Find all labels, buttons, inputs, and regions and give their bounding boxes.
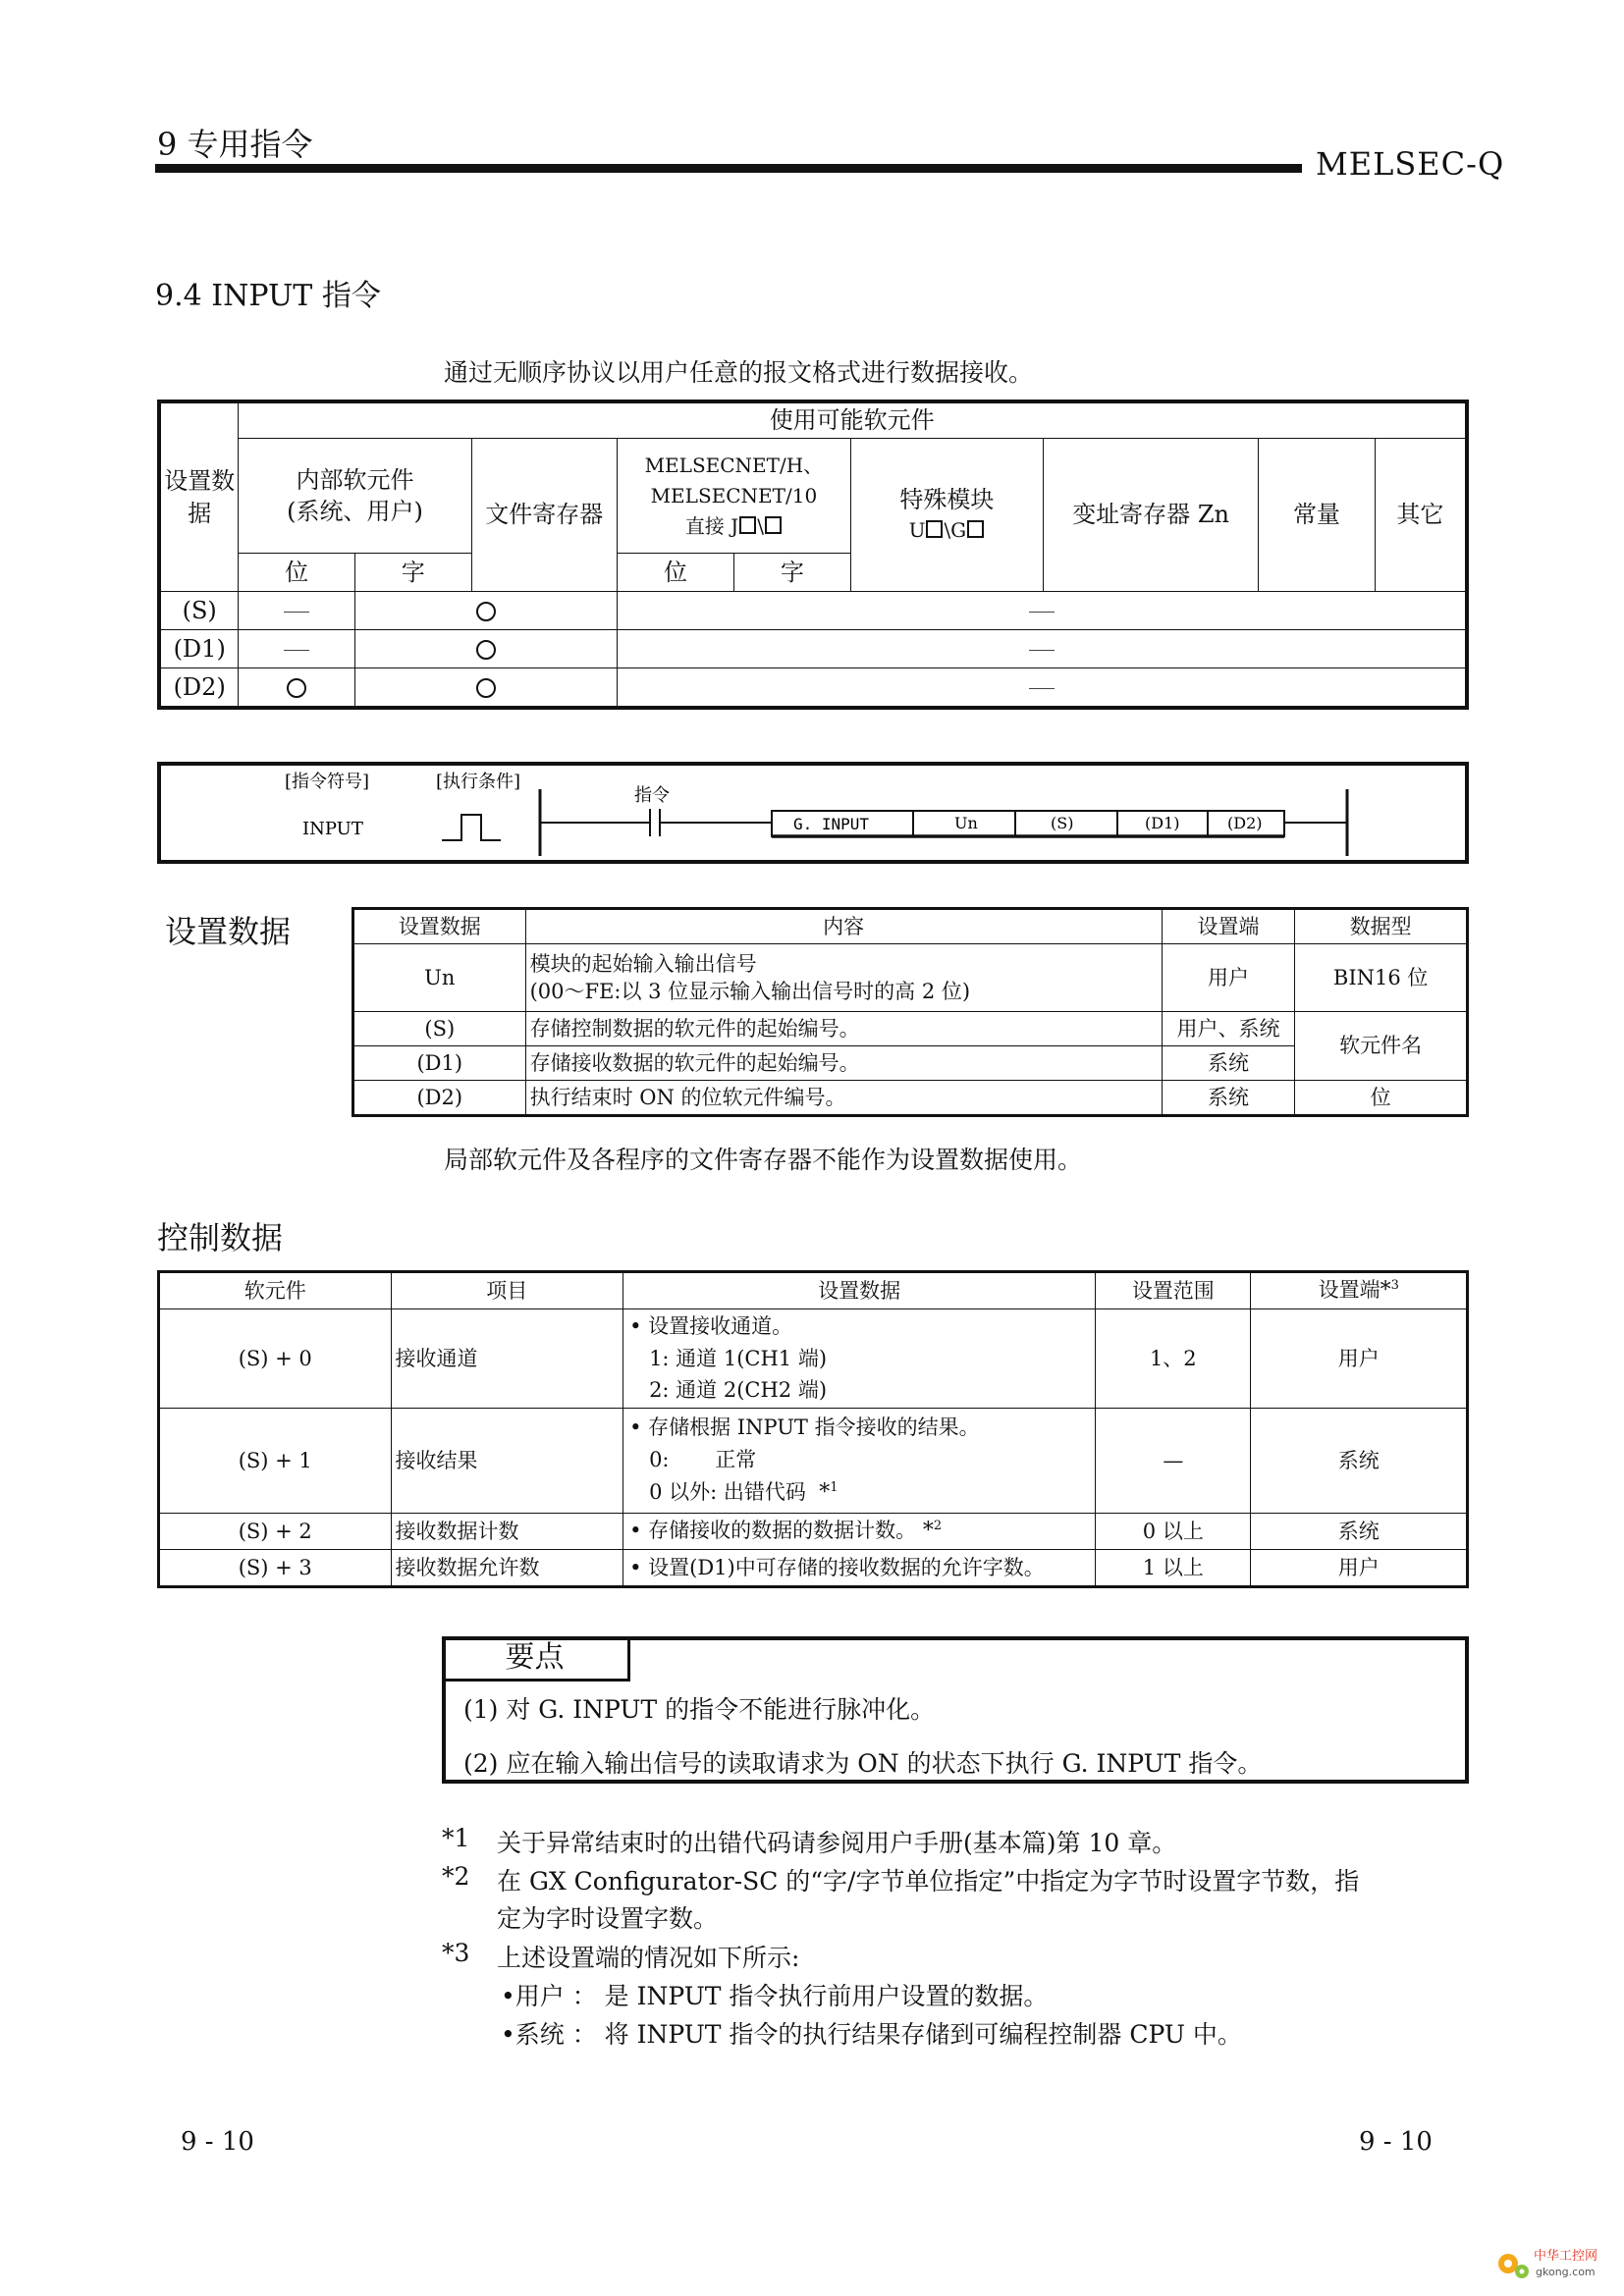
table-row: (S) + 1 接收结果 • 存储根据 INPUT 指令接收的结果。 0: 正常 0 以外: 出错代码 *$^1$ — 系统 [159, 1409, 1468, 1514]
setting-data-table [352, 907, 1469, 1117]
table-row: (S) + 2 接收数据计数 • 存储接收的数据的数据计数。 *$^2$ 0 以上 系统 [159, 1514, 1468, 1550]
internal-device-header: 内部软元件 (系统、用户) [239, 439, 471, 554]
column-header: 项目 [391, 1272, 623, 1309]
footnote-text: 在 GX Configurator-SC 的“字/字节单位指定”中指定为字节时设置字节数，指 [497, 1867, 1360, 1896]
dash-mark [284, 650, 309, 651]
box-icon [926, 520, 943, 538]
column-header: 设置端*$^3$ [1251, 1272, 1468, 1309]
section-title: 9.4 INPUT 指令 [155, 279, 381, 313]
intro-text: 通过无顺序协议以用户任意的报文格式进行数据接收。 [444, 358, 1034, 387]
footnote-text: 关于异常结束时的出错代码请参阅用户手册(基本篇)第 10 章。 [497, 1829, 1177, 1857]
dash-mark [1029, 612, 1055, 613]
control-data-title: 控制数据 [157, 1219, 284, 1256]
ladder-cell: (D2) [1227, 814, 1263, 832]
page-number-right: 9 - 10 [1359, 2127, 1433, 2157]
table-row: Un 模块的起始输入输出信号 (00～FE:以 3 位显示输入输出信号时的高 2 位) 用户 BIN16 位 [353, 944, 1468, 1012]
row-label: (S) [159, 592, 239, 630]
ladder-cell: (S) [1051, 814, 1074, 832]
row-label: (D1) [159, 630, 239, 668]
points-title: 要点 [442, 1636, 630, 1682]
dash-mark [1029, 688, 1055, 689]
watermark-text: 中华工控网 [1534, 2249, 1598, 2264]
column-header: 内容 [525, 909, 1162, 944]
setting-data-title: 设置数据 [165, 913, 292, 950]
point-item: (2) 应在输入输出信号的读取请求为 ON 的状态下执行 G. INPUT 指令。 [463, 1749, 1263, 1778]
table-row [159, 668, 1467, 709]
special-module-header: 特殊模块 U \G [850, 439, 1043, 592]
table-row: (D2) 执行结束时 ON 的位软元件编号。 系统 位 [353, 1081, 1468, 1116]
rising-pulse-icon [442, 815, 501, 840]
footnote-text-cont: 定为字时设置字数。 [497, 1904, 719, 1933]
header-rule [155, 164, 1302, 173]
bit-header: 位 [618, 554, 734, 592]
ladder-diagram [157, 762, 1469, 864]
circle-mark [476, 678, 496, 698]
column-header: 软元件 [159, 1272, 392, 1309]
box-icon [739, 516, 756, 534]
table-row: (D1) 存储接收数据的软元件的起始编号。 系统 [353, 1046, 1468, 1081]
table-row [159, 630, 1467, 668]
circle-mark [287, 678, 306, 698]
contact-label: 指令 [634, 785, 670, 806]
melsecnet-header: MELSECNET/H、 MELSECNET/10 直接 J \ [618, 439, 851, 554]
symbol-label: [指令符号] [285, 772, 370, 792]
instruction-symbol: INPUT [302, 819, 363, 839]
box-icon [967, 520, 984, 538]
column-header: 设置数据 [353, 909, 526, 944]
index-register-header: 变址寄存器 Zn [1043, 439, 1258, 592]
footnote-mark: *3 [442, 1939, 470, 1967]
dash-mark [284, 612, 309, 613]
usable-devices-header: 使用可能软元件 [239, 401, 1467, 439]
circle-mark [476, 640, 496, 660]
device-table [157, 400, 1469, 710]
footnote-mark: *2 [442, 1862, 470, 1891]
setting-note: 局部软元件及各程序的文件寄存器不能作为设置数据使用。 [444, 1146, 1083, 1174]
bit-header: 位 [239, 554, 355, 592]
circle-mark [476, 602, 496, 621]
footnote-mark: *1 [442, 1824, 470, 1852]
ladder-cell: Un [954, 814, 978, 832]
word-header: 字 [733, 554, 850, 592]
column-header: 设置数据 [623, 1272, 1096, 1309]
word-header: 字 [354, 554, 471, 592]
column-header: 设置端 [1162, 909, 1295, 944]
condition-label: [执行条件] [436, 772, 521, 792]
table-row: (S) + 0 接收通道 • 设置接收通道。 1: 通道 1(CH1 端) 2: 通道 2(CH2 端) 1、2 用户 [159, 1309, 1468, 1409]
ladder-svg [161, 766, 1465, 860]
footnote-sub: •用户 ： 是 INPUT 指令执行前用户设置的数据。 [501, 1982, 1049, 2010]
table-row [159, 592, 1467, 630]
row-label: (D2) [159, 668, 239, 709]
setting-data-header: 设置数据 [159, 401, 239, 592]
page-number-left: 9 - 10 [181, 2127, 254, 2157]
table-row: (S) 存储控制数据的软元件的起始编号。 用户、系统 软元件名 [353, 1012, 1468, 1046]
chapter-header: 9 专用指令 [157, 126, 313, 163]
footnote-text: 上述设置端的情况如下所示: [497, 1944, 800, 1972]
footnote-sub: •系统 ： 将 INPUT 指令的执行结果存储到可编程控制器 CPU 中。 [501, 2020, 1242, 2049]
dash-mark [1029, 650, 1055, 651]
box-icon [765, 516, 782, 534]
other-header: 其它 [1375, 439, 1467, 592]
ladder-cell: (D1) [1145, 814, 1180, 832]
table-row: (S) + 3 接收数据允许数 • 设置(D1)中可存储的接收数据的允许字数。 1 以上 用户 [159, 1550, 1468, 1587]
point-item: (1) 对 G. INPUT 的指令不能进行脉冲化。 [463, 1695, 936, 1724]
control-data-table [157, 1270, 1469, 1588]
watermark [1492, 2240, 1608, 2283]
gear-logo-icon [1492, 2240, 1608, 2283]
constant-header: 常量 [1259, 439, 1376, 592]
brand-label: MELSEC-Q [1316, 145, 1505, 183]
column-header: 设置范围 [1096, 1272, 1251, 1309]
ladder-cell: G. INPUT [793, 815, 870, 833]
file-register-header: 文件寄存器 [471, 439, 617, 592]
column-header: 数据型 [1295, 909, 1468, 944]
watermark-url: gkong.com [1536, 2266, 1596, 2278]
